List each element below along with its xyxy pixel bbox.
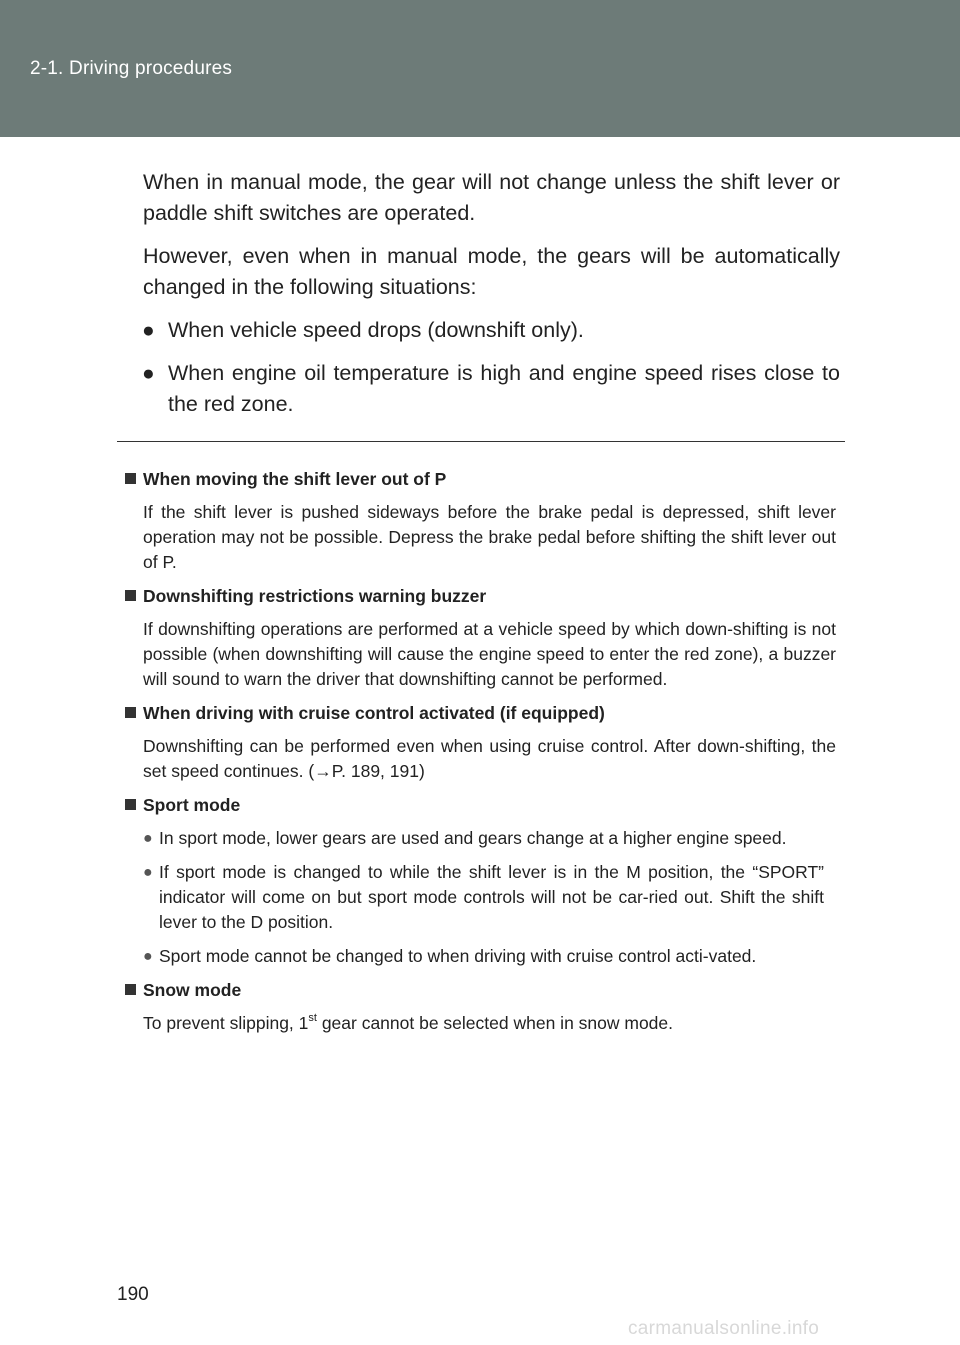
note-body-text: To prevent slipping, 1 — [143, 1013, 309, 1033]
square-bullet-icon — [125, 984, 136, 995]
note-body-text: gear cannot be selected when in snow mode. — [316, 1013, 674, 1033]
bullet-dot-icon: ● — [143, 864, 153, 881]
note-body: Downshifting can be performed even when using cruise control. After down-shifting, the set speed continues. (→P. 189, 191) — [143, 736, 836, 781]
note-bullet-text: In sport mode, lower gears are used and gears change at a higher engine speed. — [159, 828, 787, 848]
page-number: 190 — [117, 1284, 149, 1305]
ordinal-suffix: st — [308, 1012, 317, 1025]
bullet-item — [143, 315, 840, 346]
bullet-text: When engine oil temperature is high and engine speed rises close to the red zone. — [168, 361, 840, 416]
bullet-dot-icon: ● — [142, 362, 155, 385]
section-title: 2-1. Driving procedures — [30, 58, 233, 79]
note-heading — [125, 978, 836, 1002]
divider — [117, 441, 845, 442]
note-heading-text: When driving with cruise control activated (if equipped) — [143, 703, 605, 723]
notes-section — [125, 467, 836, 1045]
note-heading — [125, 701, 836, 725]
note-bullet-text: If sport mode is changed to while the shift lever is in the M position, the “SPORT” indicator will come on but sport mode controls will not be car-ried out. Shift the shift lever to the D position. — [159, 862, 824, 932]
main-content — [143, 167, 840, 432]
note-heading-text: Downshifting restrictions warning buzzer — [143, 586, 487, 606]
square-bullet-icon — [125, 473, 136, 484]
square-bullet-icon — [125, 707, 136, 718]
square-bullet-icon — [125, 590, 136, 601]
note-body: If downshifting operations are performed at a vehicle speed by which down-shifting is not possible (when downshifting will cause the engine speed to enter the red zone), a buzzer will sound to warn the driver that downshifting cannot be performed. — [143, 619, 836, 689]
paragraph: When in manual mode, the gear will not change unless the shift lever or paddle shift switches are operated. — [143, 170, 840, 225]
note-heading-text: When moving the shift lever out of P — [143, 469, 447, 489]
note-heading-text: Snow mode — [143, 980, 242, 1000]
note-bullet-item — [125, 944, 836, 969]
note-heading-text: Sport mode — [143, 795, 241, 815]
note-body: If the shift lever is pushed sideways before the brake pedal is depressed, shift lever operation may not be possible. Depress the brake pedal before shifting the shift lever out of P. — [143, 502, 836, 572]
note-heading — [125, 467, 836, 491]
note-bullet-item — [125, 860, 836, 935]
note-heading — [125, 793, 836, 817]
note-body — [125, 1011, 836, 1036]
section-header — [0, 0, 960, 137]
bullet-dot-icon: ● — [143, 830, 153, 847]
note-bullet-text: Sport mode cannot be changed to when driving with cruise control acti-vated. — [159, 946, 757, 966]
paragraph: However, even when in manual mode, the gears will be automatically changed in the following situations: — [143, 244, 840, 299]
bullet-text: When vehicle speed drops (downshift only). — [168, 318, 584, 342]
note-heading — [125, 584, 836, 608]
note-bullet-item — [125, 826, 836, 851]
bullet-dot-icon: ● — [142, 319, 155, 342]
watermark: carmanualsonline.info — [628, 1318, 820, 1339]
bullet-item — [143, 358, 840, 420]
square-bullet-icon — [125, 799, 136, 810]
bullet-dot-icon: ● — [143, 948, 153, 965]
